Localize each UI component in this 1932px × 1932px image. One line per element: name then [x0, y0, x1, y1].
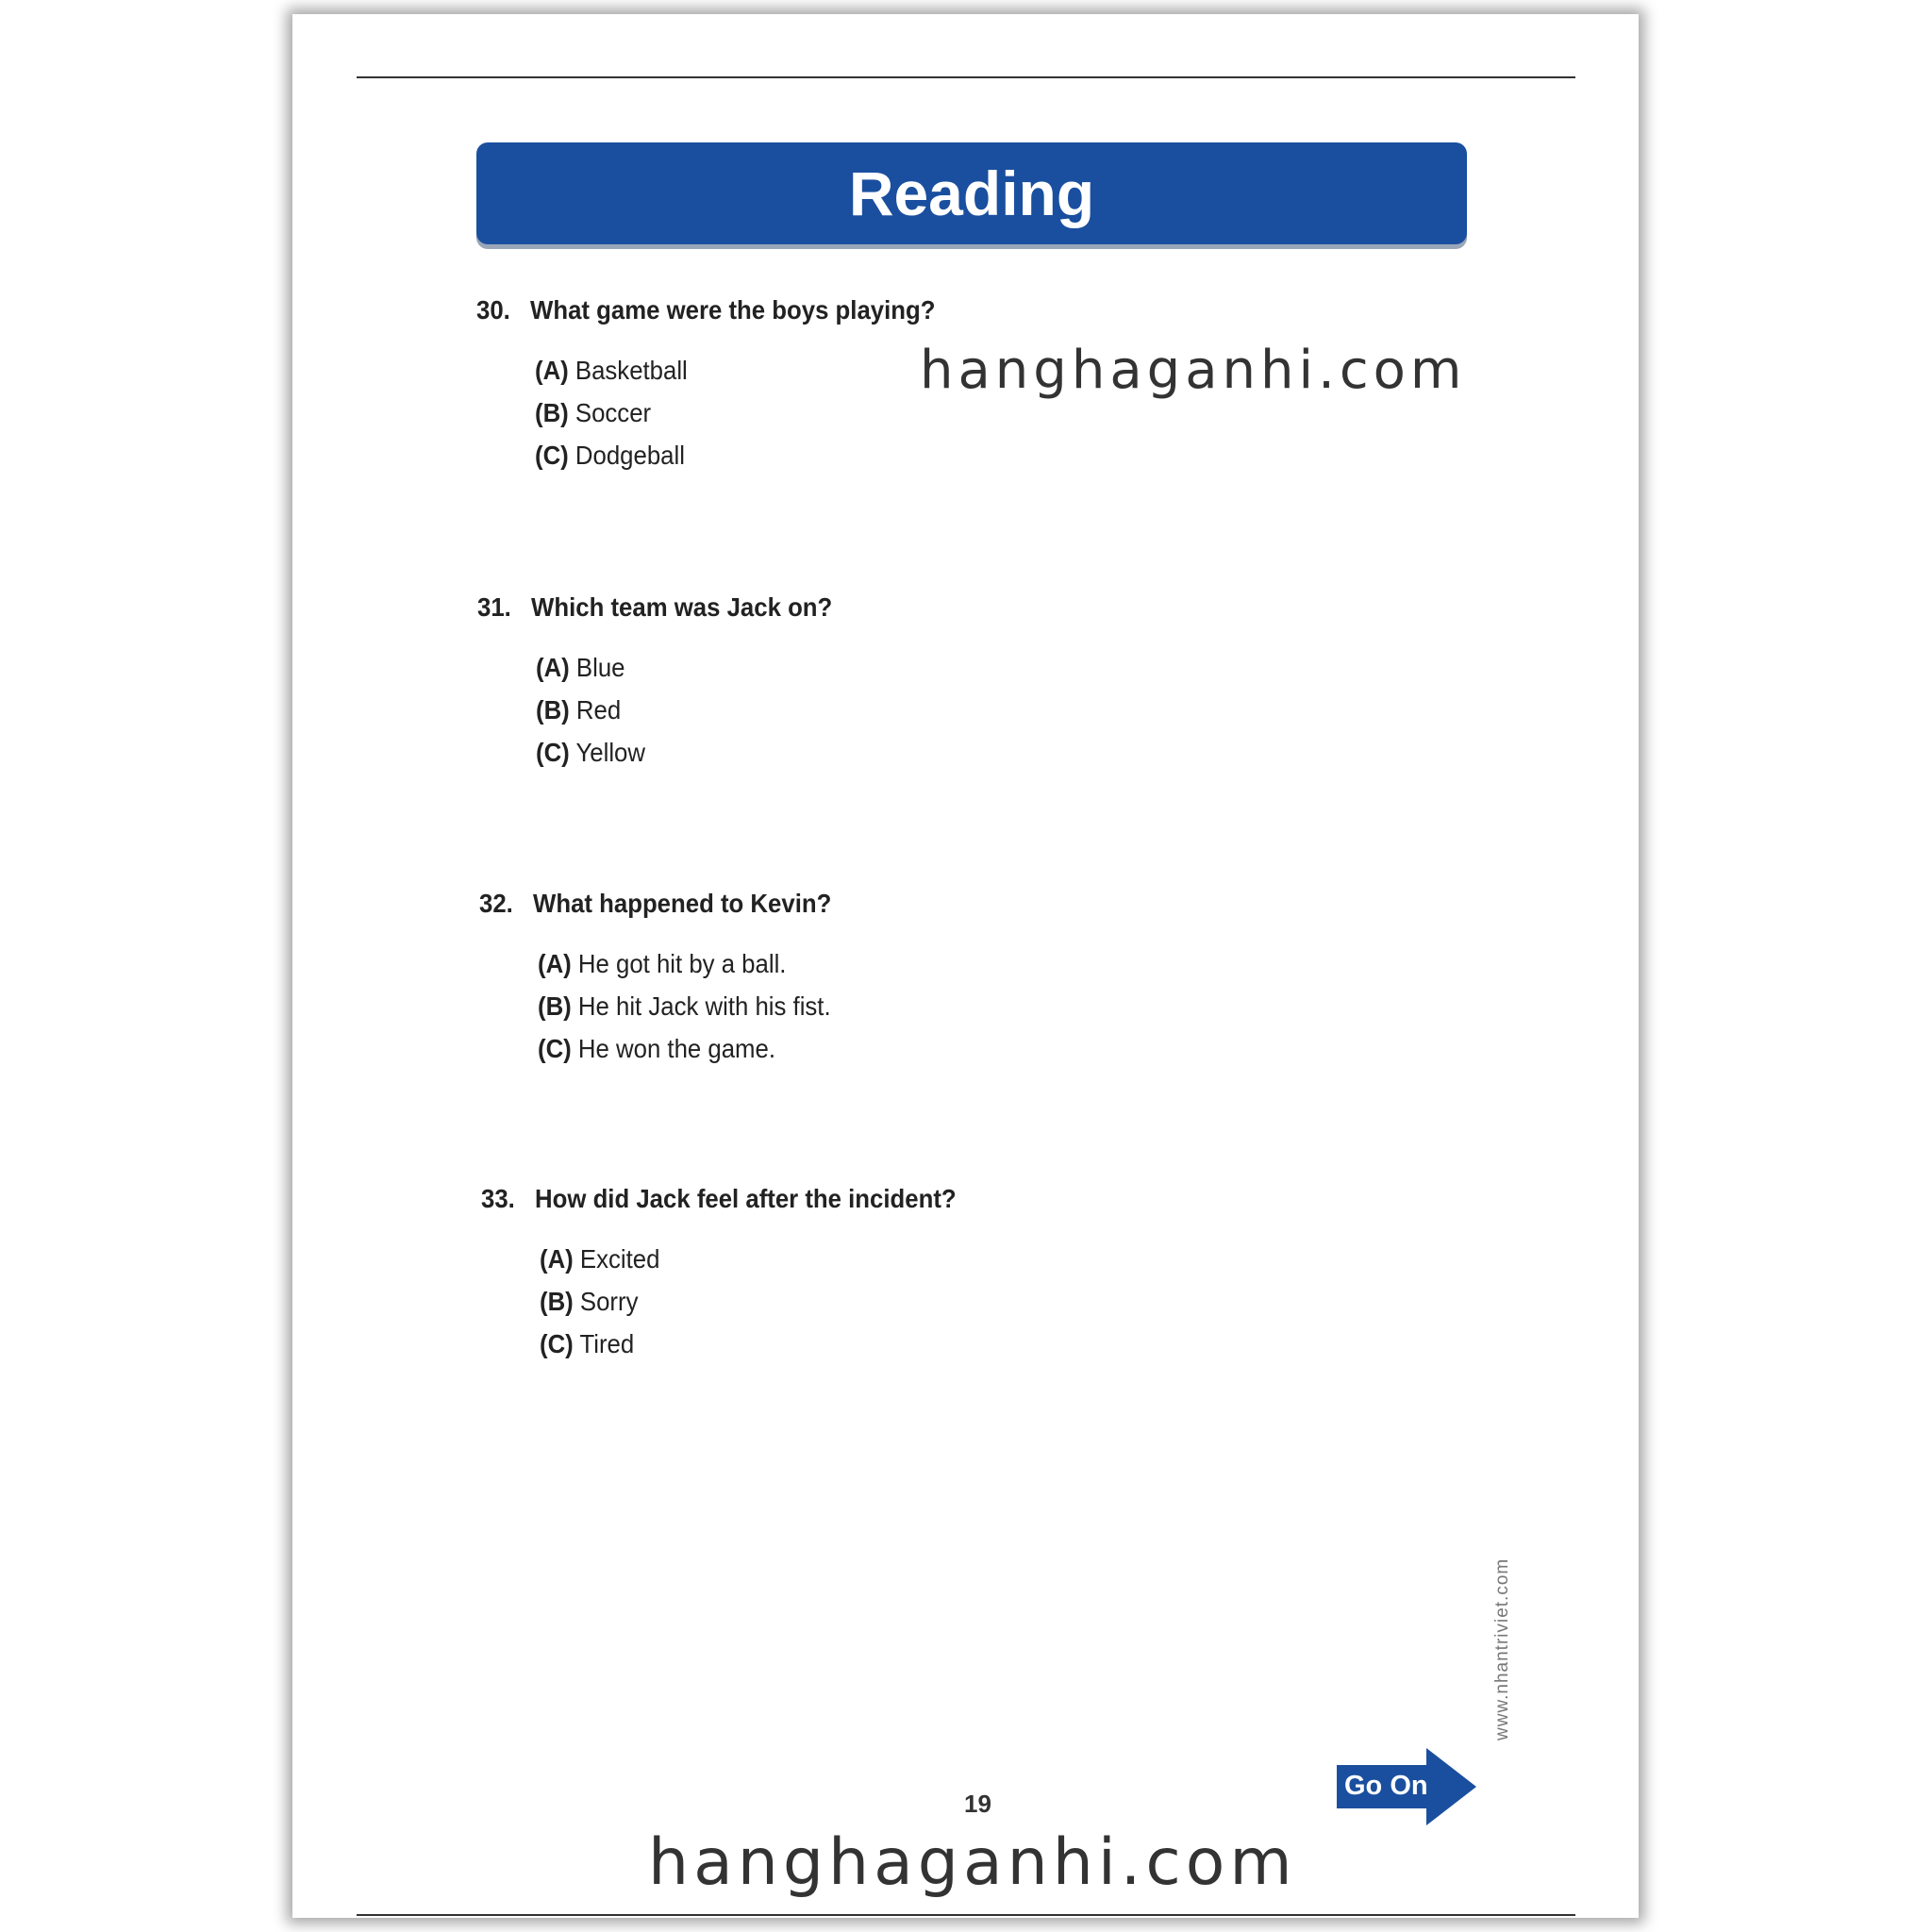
go-on-label: Go On — [1344, 1771, 1428, 1801]
question-number: 32. — [479, 889, 513, 918]
option: (B) He hit Jack with his fist. — [538, 991, 831, 1021]
question-number: 31. — [477, 592, 511, 622]
option: (A) Basketball — [535, 356, 688, 385]
question-31 — [477, 592, 863, 767]
top-rule — [357, 76, 1575, 78]
question-text: What happened to Kevin? — [533, 889, 832, 918]
option: (C) Dodgeball — [535, 441, 685, 470]
section-title: Reading — [848, 158, 1095, 228]
watermark-top: hanghaganhi.com — [920, 340, 1467, 401]
option: (C) He won the game. — [538, 1034, 775, 1063]
question-33 — [481, 1184, 997, 1358]
side-url: www.nhantriviet.com — [1492, 1557, 1512, 1740]
page-number: 19 — [964, 1790, 991, 1818]
option: (B) Soccer — [535, 398, 652, 427]
section-banner — [476, 142, 1467, 244]
question-number: 30. — [476, 295, 510, 325]
option: (A) Blue — [536, 653, 625, 682]
bottom-rule — [357, 1914, 1575, 1916]
option: (B) Sorry — [540, 1287, 639, 1316]
go-on-arrow — [1337, 1748, 1476, 1825]
option: (C) Yellow — [536, 738, 645, 767]
question-text: What game were the boys playing? — [530, 295, 936, 325]
question-32 — [479, 889, 862, 1063]
option: (A) Excited — [540, 1244, 660, 1274]
option: (A) He got hit by a ball. — [538, 949, 787, 978]
watermark-bottom: hanghaganhi.com — [648, 1825, 1297, 1900]
option: (B) Red — [536, 695, 622, 724]
question-text: Which team was Jack on? — [531, 592, 833, 622]
page — [292, 14, 1639, 1918]
question-text: How did Jack feel after the incident? — [535, 1184, 957, 1213]
question-30 — [476, 295, 975, 470]
question-number: 33. — [481, 1184, 515, 1213]
option: (C) Tired — [540, 1329, 635, 1358]
